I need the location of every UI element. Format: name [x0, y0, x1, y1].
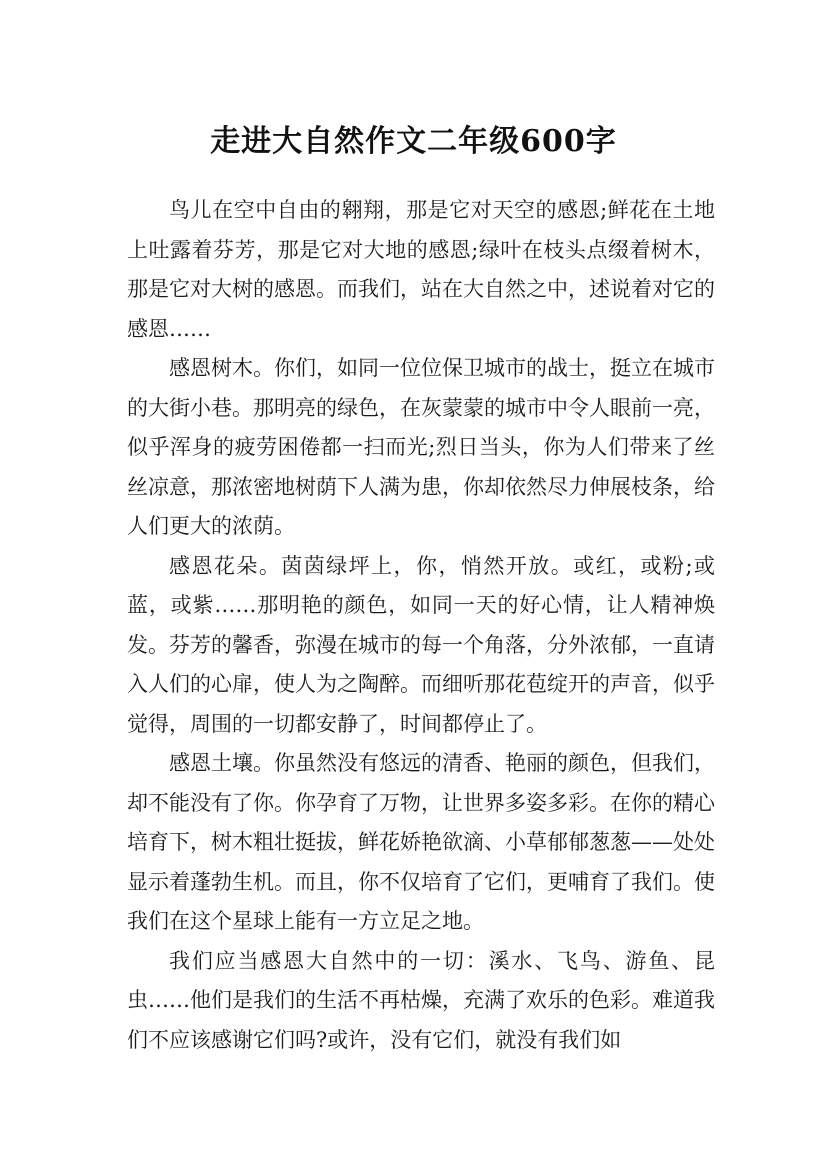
paragraph-intro: 鸟儿在空中自由的翱翔，那是它对天空的感恩;鲜花在土地上吐露着芬芳，那是它对大地的感恩;绿叶在枝头点缀着树木，那是它对大树的感恩。而我们，站在大自然之中，述说着对它的感恩……	[127, 198, 715, 341]
document-title: 走进大自然作文二年级600字	[210, 124, 617, 160]
paragraph-soil: 感恩土壤。你虽然没有悠远的清香、艳丽的颜色，但我们，却不能没有了你。你孕育了万物，让世界多姿多彩。在你的精心培育下，树木粗壮挺拔，鲜花娇艳欲滴、小草郁郁葱葱——处处显示着蓬勃生机。而且，你不仅培育了它们，更哺育了我们。使我们在这个星球上能有一方立足之地。	[127, 751, 715, 933]
paragraph-nature: 我们应当感恩大自然中的一切：溪水、飞鸟、游鱼、昆虫……他们是我们的生活不再枯燥，充满了欢乐的色彩。难道我们不应该感谢它们吗?或许，没有它们，就没有我们如	[127, 948, 715, 1052]
document-body	[127, 191, 715, 1060]
paragraph-trees: 感恩树木。你们，如同一位位保卫城市的战士，挺立在城市的大街小巷。那明亮的绿色，在灰蒙蒙的城市中令人眼前一亮，似乎浑身的疲劳困倦都一扫而光;烈日当头，你为人们带来了丝丝凉意，那浓密地树荫下人满为患，你却依然尽力伸展枝条，给人们更大的浓荫。	[127, 356, 715, 538]
paragraph-flowers: 感恩花朵。茵茵绿坪上，你，悄然开放。或红，或粉;或蓝，或紫……那明艳的颜色，如同一天的好心情，让人精神焕发。芬芳的馨香，弥漫在城市的每一个角落，分外浓郁，一直请入人们的心扉，使人为之陶醉。而细听那花苞绽开的声音，似乎觉得，周围的一切都安静了，时间都停止了。	[127, 553, 715, 736]
